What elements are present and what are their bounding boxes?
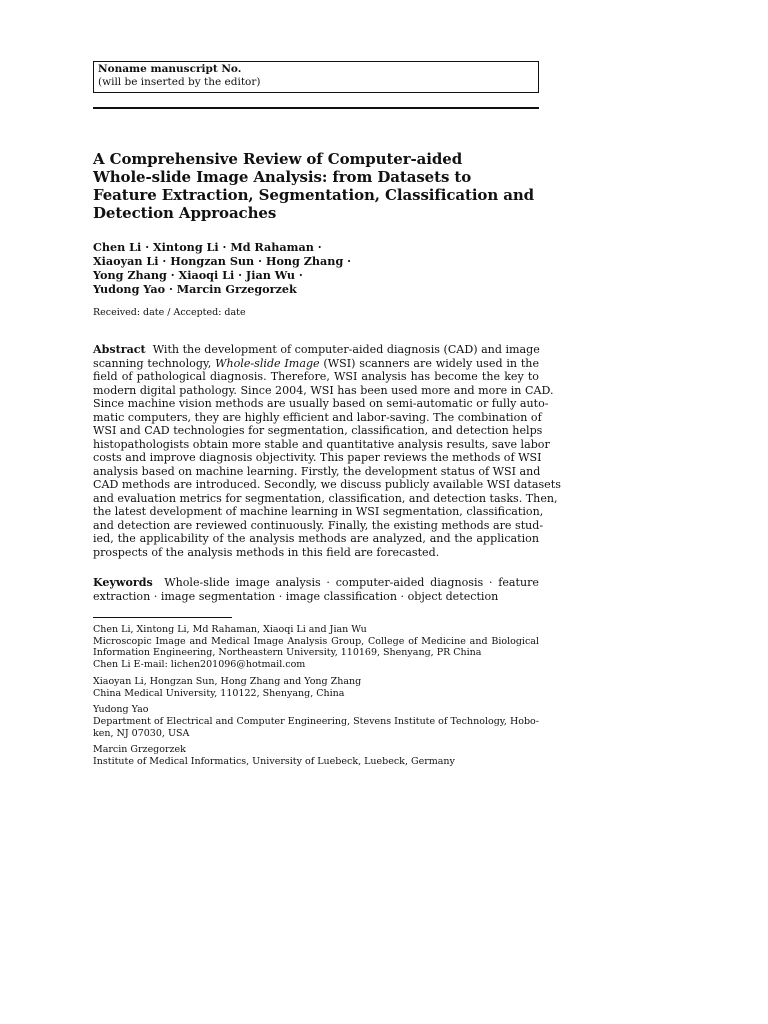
title-line: Detection Approaches bbox=[93, 204, 277, 222]
paper-title bbox=[93, 150, 539, 222]
title-line: A Comprehensive Review of Computer-aided bbox=[93, 150, 463, 168]
abstract-line: and evaluation metrics for segmentation, classification, and detection tasks. Then, bbox=[93, 491, 558, 505]
abstract-line: WSI and CAD technologies for segmentation, classification, and detection helps bbox=[93, 424, 543, 437]
abstract-text: scanning technology, bbox=[93, 356, 212, 370]
header-rule bbox=[93, 107, 539, 109]
affiliation-line: Department of Electrical and Computer Engineering, Stevens Institute of Technology, Hobo- bbox=[93, 715, 539, 727]
manuscript-header-box bbox=[93, 61, 539, 93]
abstract-emphasis: Whole-slide Image bbox=[215, 356, 320, 370]
affiliation-line: Information Engineering, Northeastern University, 110169, Shenyang, PR China bbox=[93, 647, 482, 659]
affiliation-line: Xiaoyan Li, Hongzan Sun, Hong Zhang and Yong Zhang bbox=[93, 675, 362, 687]
keywords-line: extraction · image segmentation · image classification · object detection bbox=[93, 589, 499, 603]
editor-note: (will be inserted by the editor) bbox=[98, 76, 261, 88]
affiliations bbox=[93, 624, 539, 768]
author-line: Xiaoyan Li · Hongzan Sun · Hong Zhang · bbox=[93, 254, 352, 268]
affiliation-block bbox=[93, 624, 539, 671]
title-line: Whole-slide Image Analysis: from Datasets to bbox=[93, 168, 472, 186]
affiliation-line: Chen Li, Xintong Li, Md Rahaman, Xiaoqi Li and Jian Wu bbox=[93, 624, 367, 635]
keywords-line bbox=[93, 576, 539, 590]
title-line: Feature Extraction, Segmentation, Classification and bbox=[93, 186, 535, 204]
affiliation-line: Institute of Medical Informatics, University of Luebeck, Luebeck, Germany bbox=[93, 756, 455, 768]
affiliation-block bbox=[93, 676, 539, 699]
affiliation-line: Yudong Yao bbox=[93, 704, 149, 716]
paper-page bbox=[93, 61, 561, 773]
keywords-section bbox=[93, 576, 539, 603]
abstract-line: and detection are reviewed continuously. Finally, the existing methods are stud- bbox=[93, 518, 544, 532]
abstract-line: modern digital pathology. Since 2004, WSI has been used more and more in CAD. bbox=[93, 383, 554, 397]
author-list bbox=[93, 240, 539, 296]
abstract-line: matic computers, they are highly efficient and labor-saving. The combination of bbox=[93, 410, 542, 424]
abstract-line: costs and improve diagnosis objectivity. This paper reviews the methods of WSI bbox=[93, 451, 542, 464]
affiliation-line: Marcin Grzegorzek bbox=[93, 744, 186, 756]
abstract-line bbox=[93, 343, 539, 357]
author-line: Yong Zhang · Xiaoqi Li · Jian Wu · bbox=[93, 268, 303, 282]
abstract-label: Abstract bbox=[93, 343, 146, 356]
keywords-label: Keywords bbox=[93, 576, 153, 589]
affiliation-line: China Medical University, 110122, Shenyang, China bbox=[93, 687, 345, 699]
affiliation-email: Chen Li E-mail: lichen201096@hotmail.com bbox=[93, 659, 306, 671]
abstract-text: (WSI) scanners are widely used in the bbox=[323, 356, 540, 370]
affiliation-line: Microscopic Image and Medical Image Analysis Group, College of Medicine and Biological bbox=[93, 635, 539, 647]
abstract-line: ied, the applicability of the analysis methods are analyzed, and the application bbox=[93, 532, 539, 545]
abstract-line: histopathologists obtain more stable and quantitative analysis results, save labor bbox=[93, 437, 550, 451]
manuscript-number: Noname manuscript No. bbox=[98, 63, 242, 75]
footnote-rule bbox=[93, 617, 232, 618]
affiliation-line: ken, NJ 07030, USA bbox=[93, 727, 190, 739]
abstract-section bbox=[93, 343, 561, 559]
abstract-line: Since machine vision methods are usually based on semi-automatic or fully auto- bbox=[93, 397, 549, 410]
abstract-line: CAD methods are introduced. Secondly, we discuss publicly available WSI datasets bbox=[93, 478, 561, 491]
abstract-line: analysis based on machine learning. Firstly, the development status of WSI and bbox=[93, 464, 541, 478]
abstract-text: With the development of computer-aided diagnosis (CAD) and image bbox=[152, 343, 540, 356]
affiliation-block bbox=[93, 744, 539, 767]
author-line: Yudong Yao · Marcin Grzegorzek bbox=[93, 282, 297, 296]
received-date: Received: date / Accepted: date bbox=[93, 307, 246, 318]
abstract-line: the latest development of machine learning in WSI segmentation, classification, bbox=[93, 505, 544, 518]
author-line: Chen Li · Xintong Li · Md Rahaman · bbox=[93, 240, 322, 254]
affiliation-block bbox=[93, 704, 539, 739]
keywords-text: Whole-slide image analysis · computer-aided diagnosis · feature bbox=[164, 576, 539, 589]
abstract-line: prospects of the analysis methods in this field are forecasted. bbox=[93, 545, 440, 559]
abstract-line: field of pathological diagnosis. Therefore, WSI analysis has become the key to bbox=[93, 370, 539, 383]
abstract-line bbox=[93, 357, 539, 371]
